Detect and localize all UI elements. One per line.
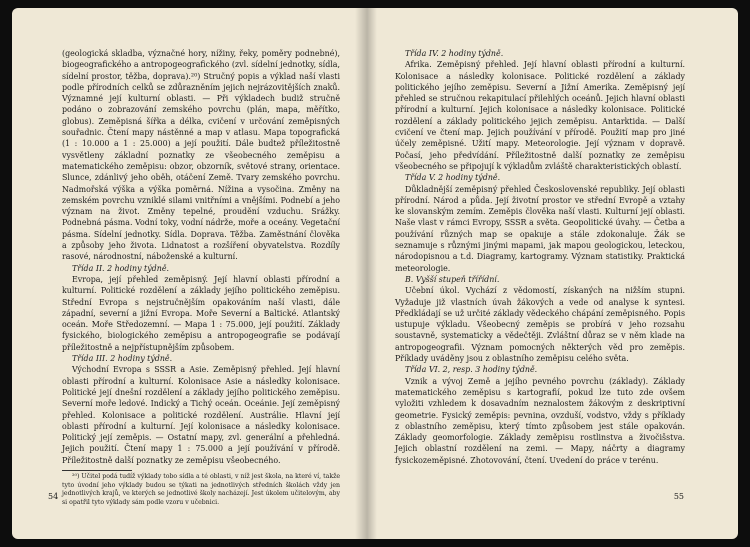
paragraph: Afrika. Zeměpisný přehled. Její hlavní oblasti přírodní a kulturní. Kolonisace a následky kolonisace. Politické rozdělení a základy politického jejího zeměpisu. Severní a Jižní Amerika. Zeměpisný její přehled se stručnou rekapitulací přilehlých oceánů. Jejich hlavní oblasti přírodní a kulturní. Jejich kolonisace a následky kolonisace. Politické rozdělení a základy politického jejich zeměpisu. Antarktida. — Další cvičení ve čtení map. Jejich používání v přírodě. Použití map pro jiné účely zeměpisné. Užití mapy. Meteorologie. Její význam v dopravě. Počasí, jeho předvídání. Příležitostně další poznatky ze zeměpisu všeobecného se připojují k výkladům zvláště charakteristických oblastí. (395, 60, 685, 171)
section-heading: Třída V. 2 hodiny týdně. (405, 173, 501, 183)
page-number: 54 (48, 492, 59, 501)
paragraph: Učební úkol. Vychází z vědomostí, získaných na nižším stupni. Vyžaduje již vlastních úvah žákových a vede od analyse k syntesi. Předkládají se už určité základy vědeckého chápání zeměpisného. Popis ustupuje výkladu. Všeobecný zeměpis se probírá v jeho rozsahu soustavně, systematicky a vědečtěji. Zvláštní důraz se v něm klade na antropogeografii. Význam pomocných některých věd pro zeměpis. Příklady uváděny jsou z oblastního zeměpisu celého světa. (395, 286, 685, 364)
paragraph: Důkladnější zeměpisný přehled Československé republiky. Její oblasti přírodní. Národ a půda. Její životní prostor ve střední Evropě a vztahy ke slovanským zemím. Zeměpis člověka naší vlasti. Kulturní její oblasti. Naše vlast v rámci Evropy, SSSR a světa. Geopolitické úvahy. — Četba a používání různých map se opakuje a stále zdokonaluje. Žák se seznamuje s různými jinými mapami, jak mapou geologickou, leteckou, národopisnou a t.d. Diagramy, kartogramy. Význam statistiky. Praktická meteorologie. (395, 184, 685, 273)
left-page (12, 8, 365, 539)
section-heading: Třída VI. 2, resp. 3 hodiny týdně. (405, 365, 538, 375)
paragraph: Vznik a vývoj Země a jejího pevného povrchu (základy). Základy matematického zeměpisu s kartografií, pokud lze tuto zde ovšem vyložiti vzhledem k dosavadním neznalostem žákovým z deskriptivní geometrie. Fysický zeměpis: pevnina, ovzduší, vodstvo, vždy s příklady z oblastního zeměpisu, který tímto způsobem jest stále opakován. Základy geomorfologie. Základy zeměpisu rostlinstva a živočišstva. Jejich oblastní rozdělení na zemi. — Mapy, náčrty a diagramy fysickozeměpisné. Zhotovování, čtení. Uvedení do práce v terénu. (395, 376, 685, 465)
footnote: ²⁰) Učitel podá tudíž výklady tobo sídla a té oblasti, v níž jest škola, na které ví, takže tyto úvodní jeho výklady budou se týkati na jednotlivých středních školách vždy jen jednotlivých krajů, ve kterých se jednotlivé školy nacházejí. Jest úkolem učitelovým, aby si opatřil tyto výklady sám podle vzoru v učebnici. (62, 472, 340, 506)
section-heading: Třída IV. 2 hodiny týdně. (405, 49, 504, 58)
section-heading: B. Vyšší stupeň třířídní. (405, 274, 500, 284)
section-heading: Třída III. 2 hodiny týdně. (72, 354, 173, 364)
book-gutter (355, 8, 377, 539)
right-text-column (395, 48, 685, 466)
section-heading: Třída II. 2 hodiny týdně. (72, 263, 169, 273)
footnote-rule (62, 470, 132, 471)
right-page (365, 8, 738, 539)
paragraph: Evropa, její přehled zeměpisný. Její hlavní oblasti přírodní a kulturní. Politické rozdělení a základy jejího politického zeměpisu. Střední Evropa s nejstručnějším opakováním naší vlasti, dále západní, severní a jižní Evropa. Moře Severní a Baltické. Atlantský oceán. Moře Středozemní. — Mapa 1 : 75.000, její použití. Základy fysického, biologického zeměpisu a antropogeografie se podávají příležitostně a nejpřístupnějším způsobem. (62, 274, 340, 352)
page-number: 55 (673, 492, 684, 501)
left-text-column (62, 48, 340, 507)
paragraph: (geologická skladba, význačné hory, nížiny, řeky, poměry podnebné), biogeografického a antropogeografického (zvl. sídelní jednotky, sídla, sídelní prostor, těžba, doprava).²⁰) Stručný popis a výklad naší vlasti podle přírodních celků se zdůrazněním jejich nejrázovitějších znaků. Významné její kulturní oblasti. — Při výkladech budiž stručně podáno o zobrazování zemského povrchu (plán, mapa, měřítko, globus). Zeměpisná šířka a délka, cvičení v určování zeměpisných souřadnic. Čtení mapy nástěnné a map v atlasu. Mapa topografická (1 : 10.000 a 1 : 25.000) a její použití. Dále budtež příležitostně vysvětleny základní poznatky ze všeobecného zeměpisu a matematického zeměpisu: obzor, obzorník, světové strany, orientace. Slunce, zdánlivý jeho oběh, otáčení Země. Tvary zemského povrchu. Nadmořská výška a výška poměrná. Nížina a vysočina. Změny na zemském povrchu vzniklé silami vnitřními a vnějšími. Podnebí a jeho význam na život. Změny tepelné, proudění vzduchu. Srážky. Podnebná pásma. Vodní toky, vodní nádrže, moře a oceány. Vegetační pásma. Sídelní jednotky. Sídla. Doprava. Těžba. Zaměstnání člověka a způsoby jeho života. Lidnatost a rozšíření obyvatelstva. Rozdíly rasové, národnostní, náboženské a kulturní. (62, 49, 340, 262)
paragraph: Východní Evropa s SSSR a Asie. Zeměpisný přehled. Její hlavní oblasti přírodní a kulturní. Kolonisace Asie a následky kolonisace. Politické její dnešní rozdělení a základy jejího politického zeměpisu. Severní moře ledové. Indický a Tichý oceán. Oceánie. Její zeměpisný přehled. Kolonisace a politické rozdělení. Austrálie. Hlavní její oblasti přírodní a kulturní. Její kolonisace a následky kolonisace. Politický její zeměpis. — Ostatní mapy, zvl. generální a přehledná. Jejich použití. Čtení mapy 1 : 75.000 a její používání v přírodě. Příležitostně další poznatky ze zeměpisu všeobecného. (62, 365, 340, 465)
